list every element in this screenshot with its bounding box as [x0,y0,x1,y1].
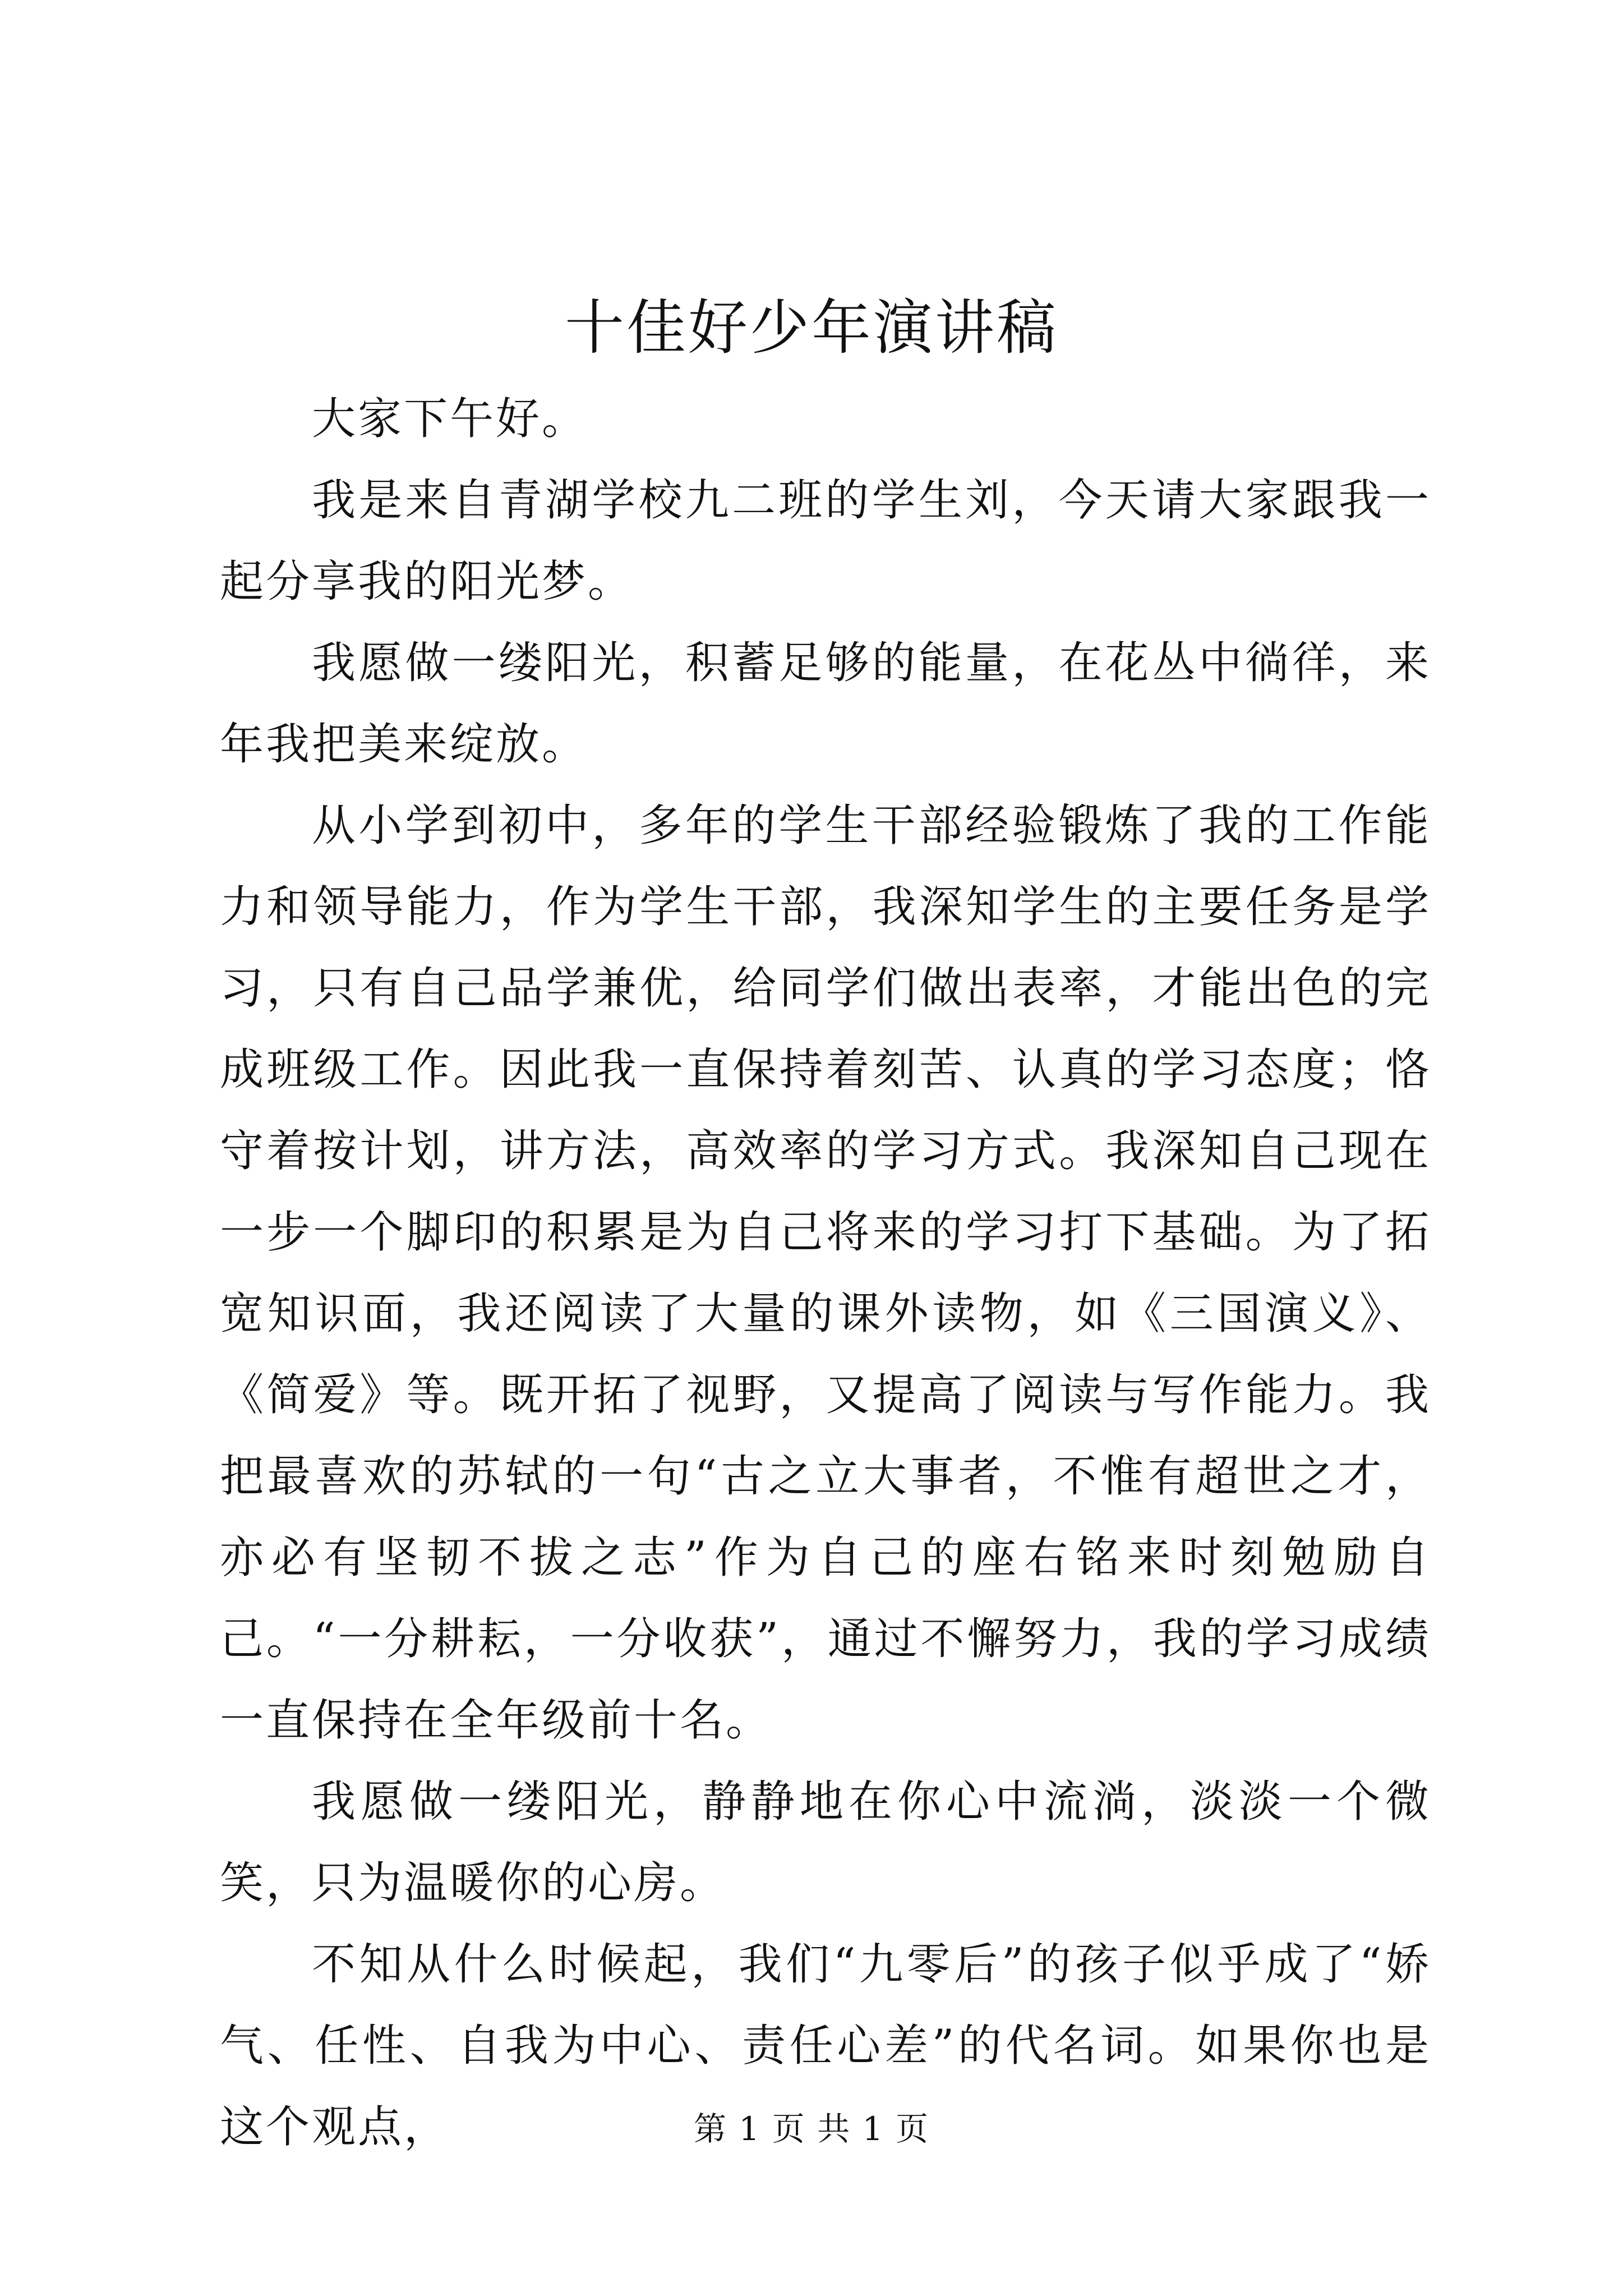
paragraph-sunshine-1: 我愿做一缕阳光，积蓄足够的能量，在花丛中徜徉，来年我把美来绽放。 [220,638,1431,770]
document-body [220,379,1431,2168]
paragraph-greeting: 大家下午好。 [312,394,588,444]
paragraph-introduction: 我是来自青湖学校九二班的学生刘，今天请大家跟我一起分享我的阳光梦。 [220,475,1431,607]
paragraph-post-90s: 不知从什么时候起，我们“九零后”的孩子似乎成了“娇气、任性、自我为中心、责任心差”的代名词。如果你也是这个观点， [220,1939,1431,2152]
page-footer: 第 1 页 共 1 页 [694,2110,929,2148]
paragraph-study: 从小学到初中，多年的学生干部经验锻炼了我的工作能力和领导能力，作为学生干部，我深知学生的主要任务是学习，只有自己品学兼优，给同学们做出表率，才能出色的完成班级工作。因此我一直保持着刻苦、认真的学习态度；恪守着按计划，讲方法，高效率的学习方式。我深知自己现在一步一个脚印的积累是为自己将来的学习打下基础。为了拓宽知识面，我还阅读了大量的课外读物，如《三国演义》、《简爱》等。既开拓了视野，又提高了阅读与写作能力。我把最喜欢的苏轼的一句“古之立大事者，不惟有超世之才，亦必有坚韧不拔之志”作为自己的座右铭来时刻勉励自己。“一分耕耘，一分收获”，通过不懈努力，我的学习成绩一直保持在全年级前十名。 [220,800,1431,1746]
paragraph-sunshine-2: 我愿做一缕阳光，静静地在你心中流淌，淡淡一个微笑，只为温暖你的心房。 [220,1777,1431,1908]
document-title: 十佳好少年演讲稿 [565,293,1058,362]
